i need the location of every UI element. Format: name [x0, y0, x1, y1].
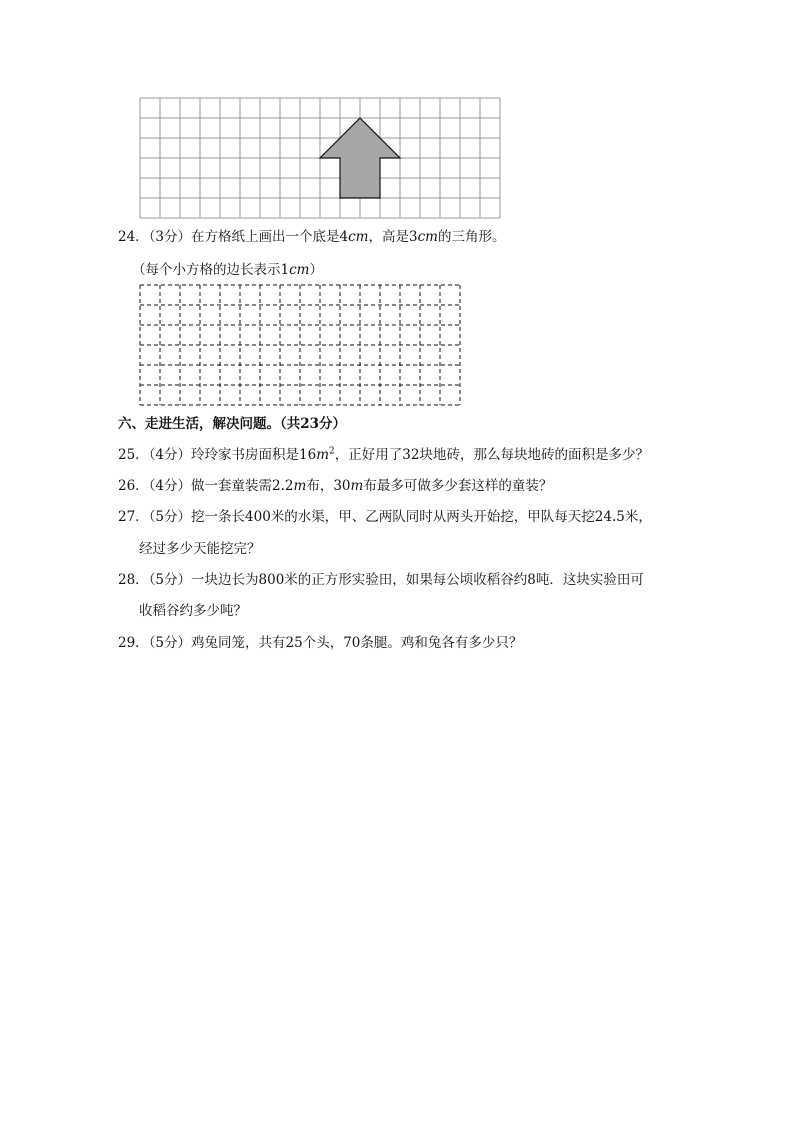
question-score: （3分）: [148, 229, 192, 245]
question-number: 26．: [118, 478, 149, 494]
question-27: 27．（5分）挖一条长400米的水渠，甲、乙两队同时从两头开始挖，甲队每天挖24.5米，: [118, 509, 652, 525]
question-score: （5分）: [148, 572, 192, 588]
question-number: 29．: [118, 635, 149, 651]
question-score: （5分）: [148, 635, 192, 651]
question-29: 29．（5分）鸡兔同笼，共有25个头，70条腿。鸡和兔各有多少只？: [118, 635, 523, 651]
question-24-note: （每个小方格的边长表示1cm）: [132, 262, 323, 278]
question-score: （5分）: [148, 509, 192, 525]
question-28: 28．（5分）一块边长为800米的正方形实验田，如果每公顷收稻谷约8吨．这块实验田可: [118, 572, 644, 588]
dashed-grid: [139, 284, 461, 406]
question-27-continued: 经过多少天能挖完？: [139, 541, 261, 557]
question-number: 27．: [118, 509, 149, 525]
question-score: （4分）: [148, 447, 192, 463]
question-number: 24．: [118, 229, 149, 245]
question-26: 26．（4分）做一套童装需2.2m布，30m布最多可做多少套这样的童装？: [118, 478, 553, 494]
grid-with-arrow: [139, 97, 501, 219]
question-28-continued: 收稻谷约多少吨？: [139, 603, 247, 619]
question-score: （4分）: [148, 478, 192, 494]
question-24: 24．（3分）在方格纸上画出一个底是4cm，高是3cm的三角形。: [118, 229, 506, 245]
question-number: 25．: [118, 447, 149, 463]
question-number: 28．: [118, 572, 149, 588]
question-25: 25．（4分）玲玲家书房面积是$16m^2$，正好用了32块地砖，那么每块地砖的面积是多少？: [118, 446, 649, 463]
arrow-shape: [320, 118, 400, 198]
section-heading: 六、走进生活，解决问题。（共23分）: [118, 416, 347, 432]
